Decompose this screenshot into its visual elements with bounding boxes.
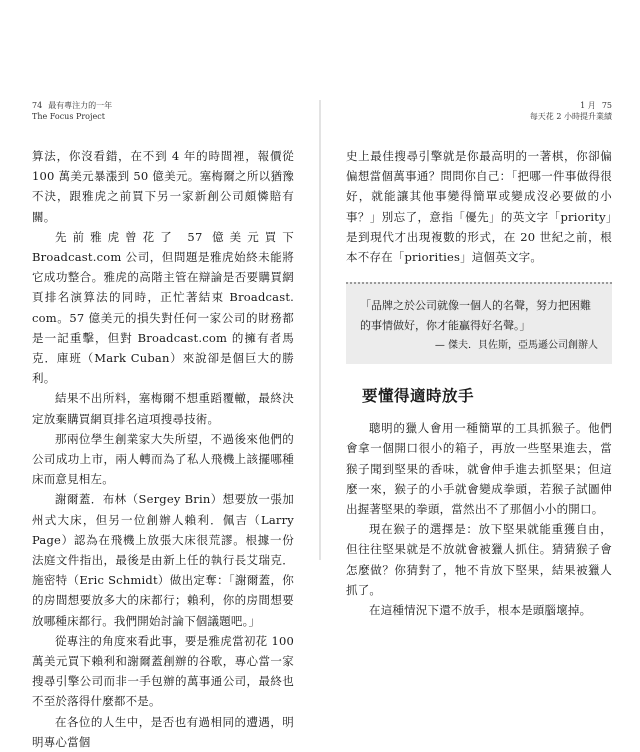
book-title-en: The Focus Project	[32, 112, 105, 121]
right-paragraph-1: 聰明的獵人會用一種簡單的工具抓猴子。他們會拿一個開口很小的箱子，再放一些堅果進去，當猴子聞到堅果的香味，就會伸手進去抓堅果；但這麼一來，猴子的小手就會變成拳頭，若猴子試圖伸出握著堅果的拳頭，當然出不了那個小小的開口。	[346, 421, 612, 517]
right-paragraph-3: 在這種情況下還不放手，根本是頭腦壞掉。	[369, 603, 592, 618]
right-intro-paragraph: 史上最佳搜尋引擎就是你最高明的一著棋，你卻偏偏想當個萬事通？問問你自己：「把哪一件事做得很好，就能讓其他事變得簡單或變成沒必要做的小事？」別忘了，意指「優先」的英文字「priority」是到現代才出現複數的形式，在 20 世紀之前，根本不存在「priorities」這個英文字。	[346, 149, 612, 265]
section-title: 要懂得適時放手	[362, 387, 475, 406]
left-paragraph-1: 算法，你沒看錯，在不到 4 年的時間裡，報價從 100 萬美元暴漲到 50 億美元。塞梅爾之所以猶豫不決，跟雅虎之前買下另一家新創公司頗憐賠有關。	[32, 149, 294, 224]
book-title: 最有專注力的一年	[48, 101, 113, 110]
right-running-header	[346, 100, 612, 146]
quote-box	[346, 282, 612, 364]
left-paragraph-2: 先前雅虎曾花了 57 億美元買下 Broadcast.com 公司，但問題是雅虎始終未能將它成功整合。雅虎的高階主管在辯論是否要購買網頁排名演算法的同時，正忙著結束 Broadcast. com。57 億美元的損失對任何一家公司的財務都是一記重擊，但對 Broadcast.com 的擁有者馬克．庫班（Mark Cuban）來說卻是個巨大的勝利。	[32, 229, 294, 386]
quote-text: 「品牌之於公司就像一個人的名聲，努力把困難的事情做好，你才能贏得好名聲。」	[360, 299, 591, 333]
left-page	[32, 100, 294, 752]
left-paragraph-4: 那兩位學生創業家大失所望，不過後來他們的公司成功上市，兩人轉而為了私人飛機上該擺哪種床而意見相左。	[32, 431, 294, 487]
left-page-number: 74	[32, 101, 43, 110]
chapter-label: 1 月	[580, 101, 596, 110]
left-paragraph-6: 從專注的角度來看此事，要是雅虎當初花 100 萬美元買下賴利和謝爾蓋創辦的谷歌，專心當一家搜尋引擎公司而非一手包辦的萬事通公司，最終也不至於落得什麼都不是。	[32, 633, 294, 709]
quote-attribution: — 傑夫．貝佐斯，亞馬遜公司創辦人	[434, 340, 598, 352]
left-paragraph-7: 在各位的人生中，是否也有過相同的遭遇，明明專心當個	[32, 714, 294, 749]
right-paragraph-2: 現在猴子的選擇是：放下堅果就能重獲自由，但往往堅果就是不放就會被獵人抓住。猜猜猴子會怎麼做？你猜對了，牠不肯放下堅果，結果被獵人抓了。	[346, 522, 612, 597]
chapter-subtitle: 每天花 2 小時提升業績	[529, 112, 612, 121]
left-paragraph-3: 結果不出所料，塞梅爾不想重蹈覆轍，最終決定放棄購買網頁排名這項搜尋技術。	[32, 391, 294, 426]
left-running-header	[32, 100, 294, 146]
right-page	[346, 100, 612, 620]
right-page-number: 75	[601, 101, 612, 110]
page-gutter	[319, 100, 321, 560]
left-paragraph-5: 謝爾蓋．布林（Sergey Brin）想要放一張加州式大床，但另一位創辦人賴利．佩吉（Larry Page）認為在飛機上放張大床很荒謬。根據一份法庭文件指出，最後是由新上任的執行長艾瑞克．施密特（Eric Schmidt）做出定奪：「謝爾蓋，你的房間想要放多大的床都行；賴利，你的房間想要放哪種床都行。我們開始討論下個議題吧。」	[32, 492, 294, 628]
